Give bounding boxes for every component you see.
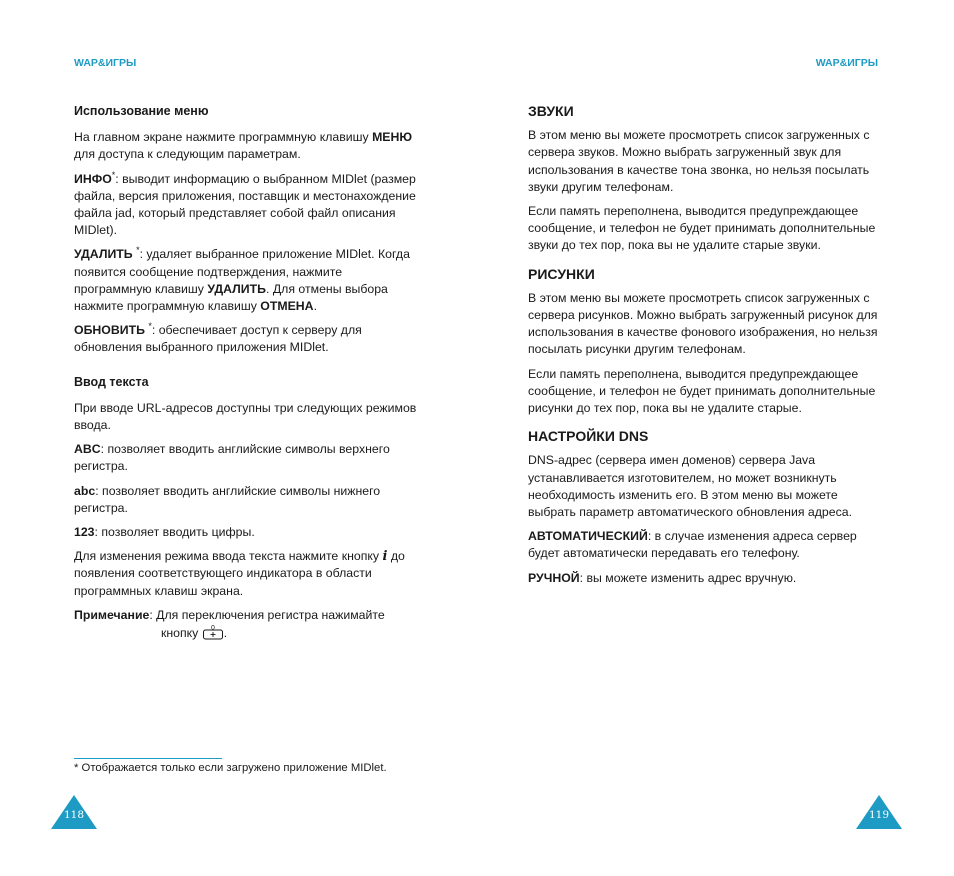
- info-option: ИНФО*: выводит информацию о выбранном MIDlet (размер файла, версия приложения, поставщик и местонахождение файла jad, который представляет собой файл описания MIDlet).: [74, 169, 416, 238]
- sounds-heading: ЗВУКИ: [528, 103, 574, 119]
- dns-heading: НАСТРОЙКИ DNS: [528, 428, 649, 445]
- pictures-heading: РИСУНКИ: [528, 265, 595, 282]
- dns-manual-option: РУЧНОЙ: вы можете изменить адрес вручную.: [528, 570, 797, 585]
- left-column: [74, 103, 419, 652]
- zero-key-glyph: 0: [210, 624, 215, 632]
- note-paragraph: Примечание: Для переключения регистра нажимайте кнопку 0 .: [74, 607, 419, 645]
- text-input-intro: При вводе URL-адресов доступны три следующих режимов ввода.: [74, 400, 417, 433]
- mode-numeric: 123: позволяет вводить цифры.: [74, 525, 255, 540]
- update-option: ОБНОВИТЬ *: обеспечивает доступ к серверу для обновления выбранного приложения MIDlet.: [74, 321, 362, 355]
- zero-key-icon: [202, 624, 224, 645]
- mode-abc-lower: abc: позволяет вводить английские символы нижнего регистра.: [74, 483, 381, 515]
- pictures-paragraph-2: Если память переполнена, выводится предупреждающее сообщение, и телефон не будет принимать дополнительные рисунки до тех пор, пока вы не удалите старые.: [528, 366, 876, 416]
- menu-intro-paragraph: На главном экране нажмите программную клавишу МЕНЮ для доступа к следующим параметрам.: [74, 130, 413, 162]
- page-number-left: 118: [63, 809, 85, 821]
- text-input-heading: Ввод текста: [74, 374, 149, 389]
- pictures-paragraph-1: В этом меню вы можете просмотреть список загруженных с сервера рисунков. Можно выбрать загруженный рисунок для использования в качестве фонового изображения, но нельзя посылать рисунки другим телефонам.: [528, 290, 878, 357]
- info-key-icon: i: [382, 549, 388, 565]
- mode-change-paragraph: Для изменения режима ввода текста нажмите кнопку i до появления соответствующего индикатора в области программных клавиш экрана.: [74, 549, 405, 598]
- footnote-divider: [74, 758, 222, 759]
- running-header-right: WAP&ИГРЫ: [815, 57, 878, 69]
- sounds-paragraph-1: В этом меню вы можете просмотреть список загруженных с сервера звуков. Можно выбрать загруженный звук для использования в качестве тона звонка, но нельзя посылать звуки другим телефонам.: [528, 128, 870, 194]
- mode-abc-upper: ABC: позволяет вводить английские символы верхнего регистра.: [74, 442, 390, 474]
- running-header-left: WAP&ИГРЫ: [74, 57, 137, 69]
- footnote: * Отображается только если загружено приложение MIDlet.: [74, 762, 387, 774]
- menu-usage-heading: Использование меню: [74, 104, 209, 118]
- right-column: [528, 103, 880, 594]
- dns-paragraph: DNS-адрес (сервера имен доменов) сервера Java устанавливается изготовителем, но может возникнуть необходимость изменить его. В этом меню вы можете выбрать параметр автоматического обновления адреса.: [528, 453, 853, 520]
- delete-option: УДАЛИТЬ *: удаляет выбранное приложение MIDlet. Когда появится сообщение подтверждения, нажмите программную клавишу УДАЛИТЬ. Для отмены выбора нажмите программную клавишу ОТМЕНА.: [74, 245, 410, 314]
- page-number-right: 119: [868, 809, 890, 821]
- spacer: [74, 364, 419, 374]
- dns-auto-option: АВТОМАТИЧЕСКИЙ: в случае изменения адреса сервер будет автоматически передавать его телефону.: [528, 529, 857, 561]
- sounds-paragraph-2: Если память переполнена, выводится предупреждающее сообщение, и телефон не будет принимать дополнительные звуки до тех пор, пока вы не удалите старые звуки.: [528, 204, 876, 253]
